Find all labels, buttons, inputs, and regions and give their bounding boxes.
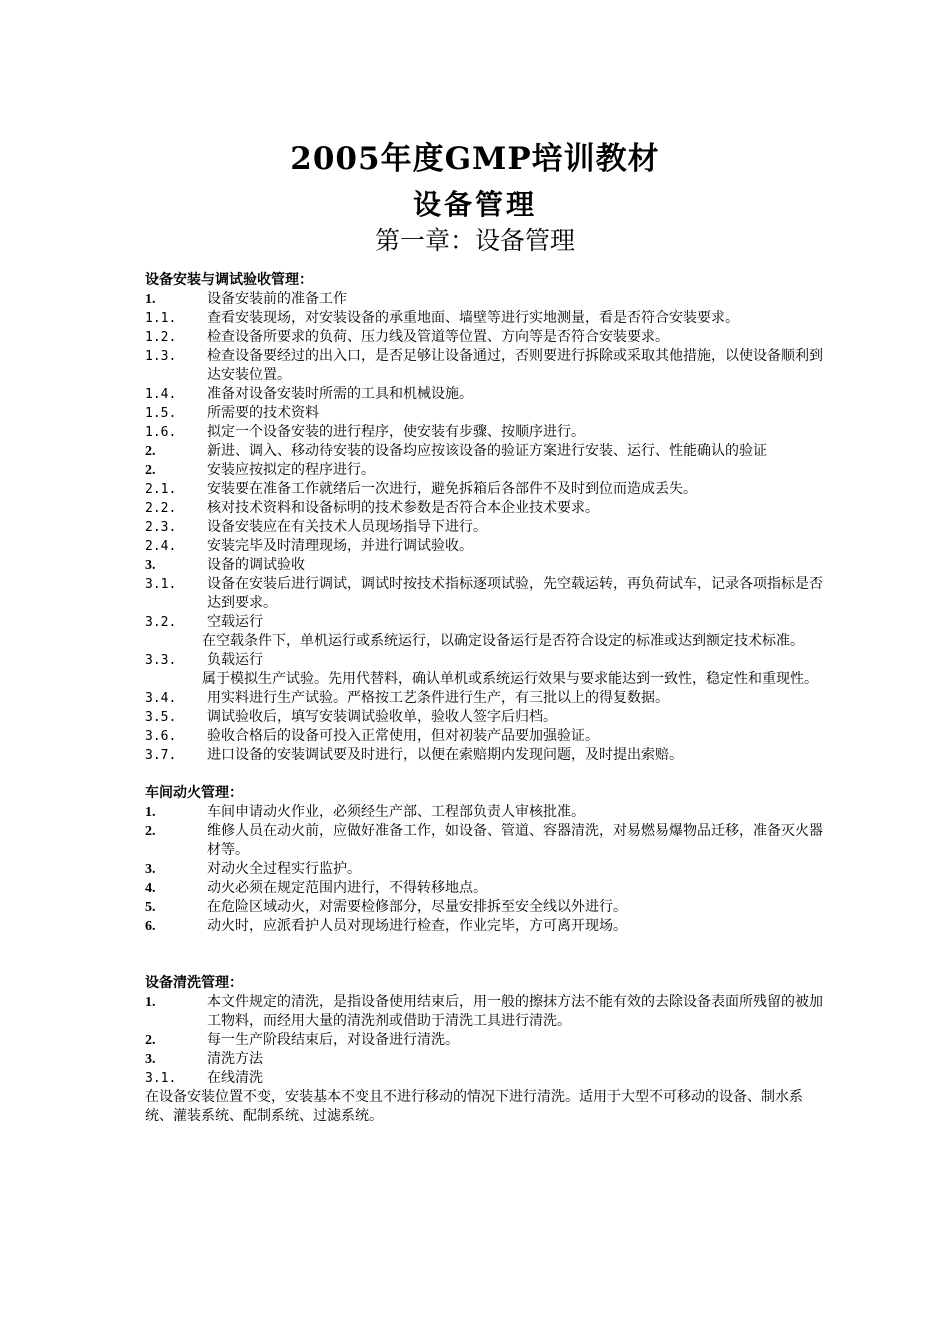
list-item — [145, 442, 825, 461]
item-text: 检查设备要经过的出入口，是否足够让设备通过，否则要进行拆除或采取其他措施，以使设备顺利到达安装位置。 — [207, 348, 823, 383]
item-number: 1.6. — [145, 425, 177, 440]
item-number: 3. — [145, 1052, 156, 1067]
item-number: 1. — [145, 805, 156, 820]
list-item — [145, 613, 825, 632]
item-number: 2.2. — [145, 501, 177, 516]
chapter-title: 第一章：设备管理 — [374, 226, 575, 255]
item-text: 检查设备所要求的负荷、压力线及管道等位置、方向等是否符合安装要求。 — [207, 329, 669, 345]
list-item — [145, 651, 825, 670]
list-item — [145, 385, 825, 404]
document-title: 2005年度GMP培训教材 — [290, 141, 660, 177]
list-item — [145, 860, 825, 879]
item-number: 6. — [145, 919, 156, 934]
item-number: 2. — [145, 463, 156, 478]
item-text: 设备的调试验收 — [207, 557, 305, 573]
item-number: 3.4. — [145, 691, 177, 706]
list-item — [145, 328, 825, 347]
document-subtitle: 设备管理 — [412, 188, 537, 221]
list-item — [145, 423, 825, 442]
list-item — [145, 632, 825, 651]
list-item — [145, 727, 825, 746]
list-item — [145, 575, 825, 613]
item-number: 3.7. — [145, 748, 177, 763]
item-text: 每一生产阶段结束后，对设备进行清洗。 — [207, 1032, 459, 1048]
list-item — [145, 347, 825, 385]
item-text: 进口设备的安装调试要及时进行，以便在索赔期内发现问题，及时提出索赔。 — [207, 747, 683, 763]
item-text: 对动火全过程实行监护。 — [207, 861, 361, 877]
item-text: 安装应按拟定的程序进行。 — [207, 462, 375, 478]
list-item — [145, 1050, 825, 1069]
item-text: 空载运行 — [207, 614, 263, 630]
section-heading: 设备清洗管理： — [145, 975, 243, 991]
item-number: 2. — [145, 444, 156, 459]
item-text: 新进、调入、移动待安装的设备均应按该设备的验证方案进行安装、运行、性能确认的验证 — [207, 443, 767, 459]
item-number: 2. — [145, 824, 156, 839]
list-item — [145, 822, 825, 860]
item-text: 负载运行 — [207, 652, 263, 668]
item-number: 1.4. — [145, 387, 177, 402]
list-item — [145, 708, 825, 727]
list-item — [145, 993, 825, 1031]
list-item — [145, 670, 825, 689]
item-number: 1.5. — [145, 406, 177, 421]
item-number: 5. — [145, 900, 156, 915]
item-text: 动火必须在规定范围内进行，不得转移地点。 — [207, 880, 487, 896]
item-number: 3.3. — [145, 653, 177, 668]
item-number: 3.6. — [145, 729, 177, 744]
item-number: 4. — [145, 881, 156, 896]
item-number: 3.1. — [145, 577, 177, 592]
item-number: 3. — [145, 862, 156, 877]
item-number: 1.2. — [145, 330, 177, 345]
paragraph: 在设备安装位置不变，安装基本不变且不进行移动的情况下进行清洗。适用于大型不可移动的设备、制水系统、灌装系统、配制系统、过滤系统。 — [145, 1089, 803, 1124]
section-heading: 设备安装与调试验收管理： — [145, 272, 313, 288]
list-item — [145, 499, 825, 518]
item-text: 安装要在准备工作就绪后一次进行，避免拆箱后各部件不及时到位而造成丢失。 — [207, 481, 697, 497]
section-list — [145, 290, 825, 765]
item-text: 查看安装现场，对安装设备的承重地面、墙壁等进行实地测量，看是否符合安装要求。 — [207, 310, 739, 326]
list-item — [145, 917, 825, 936]
item-number: 2. — [145, 1033, 156, 1048]
list-item — [145, 746, 825, 765]
item-text: 拟定一个设备安装的进行程序，使安装有步骤、按顺序进行。 — [207, 424, 585, 440]
list-item — [145, 309, 825, 328]
item-number: 2.1. — [145, 482, 177, 497]
document-body — [145, 271, 825, 1126]
list-item — [145, 556, 825, 575]
item-text: 设备在安装后进行调试，调试时按技术指标逐项试验，先空载运转，再负荷试车，记录各项指标是否达到要求。 — [207, 576, 823, 611]
list-item — [145, 803, 825, 822]
item-text: 清洗方法 — [207, 1051, 263, 1067]
item-text: 调试验收后，填写安装调试验收单，验收人签字后归档。 — [207, 709, 557, 725]
item-text: 车间申请动火作业，必须经生产部、工程部负责人审核批准。 — [207, 804, 585, 820]
item-text: 准备对设备安装时所需的工具和机械设施。 — [207, 386, 473, 402]
item-number: 1.3. — [145, 349, 177, 364]
list-item — [145, 537, 825, 556]
list-item — [145, 290, 825, 309]
list-item — [145, 1031, 825, 1050]
item-text: 设备安装应在有关技术人员现场指导下进行。 — [207, 519, 487, 535]
list-item — [145, 689, 825, 708]
item-number: 3. — [145, 558, 156, 573]
list-item — [145, 404, 825, 423]
list-item — [145, 480, 825, 499]
list-item — [145, 518, 825, 537]
item-text: 本文件规定的清洗，是指设备使用结束后，用一般的擦抹方法不能有效的去除设备表面所残留的被加工物料，而经用大量的清洗剂或借助于清洗工具进行清洗。 — [207, 994, 823, 1029]
item-text: 在线清洗 — [207, 1070, 263, 1086]
item-text: 设备安装前的准备工作 — [207, 291, 347, 307]
item-text: 安装完毕及时清理现场，并进行调试验收。 — [207, 538, 473, 554]
list-item — [145, 1069, 825, 1088]
item-number: 3.2. — [145, 615, 177, 630]
item-number: 3.1. — [145, 1071, 177, 1086]
item-text: 验收合格后的设备可投入正常使用，但对初装产品要加强验证。 — [207, 728, 599, 744]
item-text: 所需要的技术资料 — [207, 405, 319, 421]
item-text: 在危险区域动火，对需要检修部分，尽量安排拆至安全线以外进行。 — [207, 899, 627, 915]
item-number: 2.3. — [145, 520, 177, 535]
item-text: 动火时，应派看护人员对现场进行检查，作业完毕，方可离开现场。 — [207, 918, 627, 934]
item-number: 1. — [145, 995, 156, 1010]
section-heading: 车间动火管理： — [145, 785, 243, 801]
item-number: 2.4. — [145, 539, 177, 554]
section-list — [145, 803, 825, 936]
item-number: 1.1. — [145, 311, 177, 326]
item-number: 3.5. — [145, 710, 177, 725]
list-item — [145, 879, 825, 898]
item-text: 用实料进行生产试验。严格按工艺条件进行生产，有三批以上的得复数据。 — [207, 690, 669, 706]
item-text: 在空载条件下，单机运行或系统运行，以确定设备运行是否符合设定的标准或达到额定技术标准。 — [202, 633, 804, 649]
item-text: 属于模拟生产试验。先用代替料，确认单机或系统运行效果与要求能达到一致性，稳定性和重现性。 — [202, 671, 818, 687]
list-item — [145, 461, 825, 480]
section-list — [145, 993, 825, 1088]
item-text: 维修人员在动火前，应做好准备工作，如设备、管道、容器清洗，对易燃易爆物品迁移，准备灭火器材等。 — [207, 823, 823, 858]
list-item — [145, 898, 825, 917]
item-number: 1. — [145, 292, 156, 307]
item-text: 核对技术资料和设备标明的技术参数是否符合本企业技术要求。 — [207, 500, 599, 516]
